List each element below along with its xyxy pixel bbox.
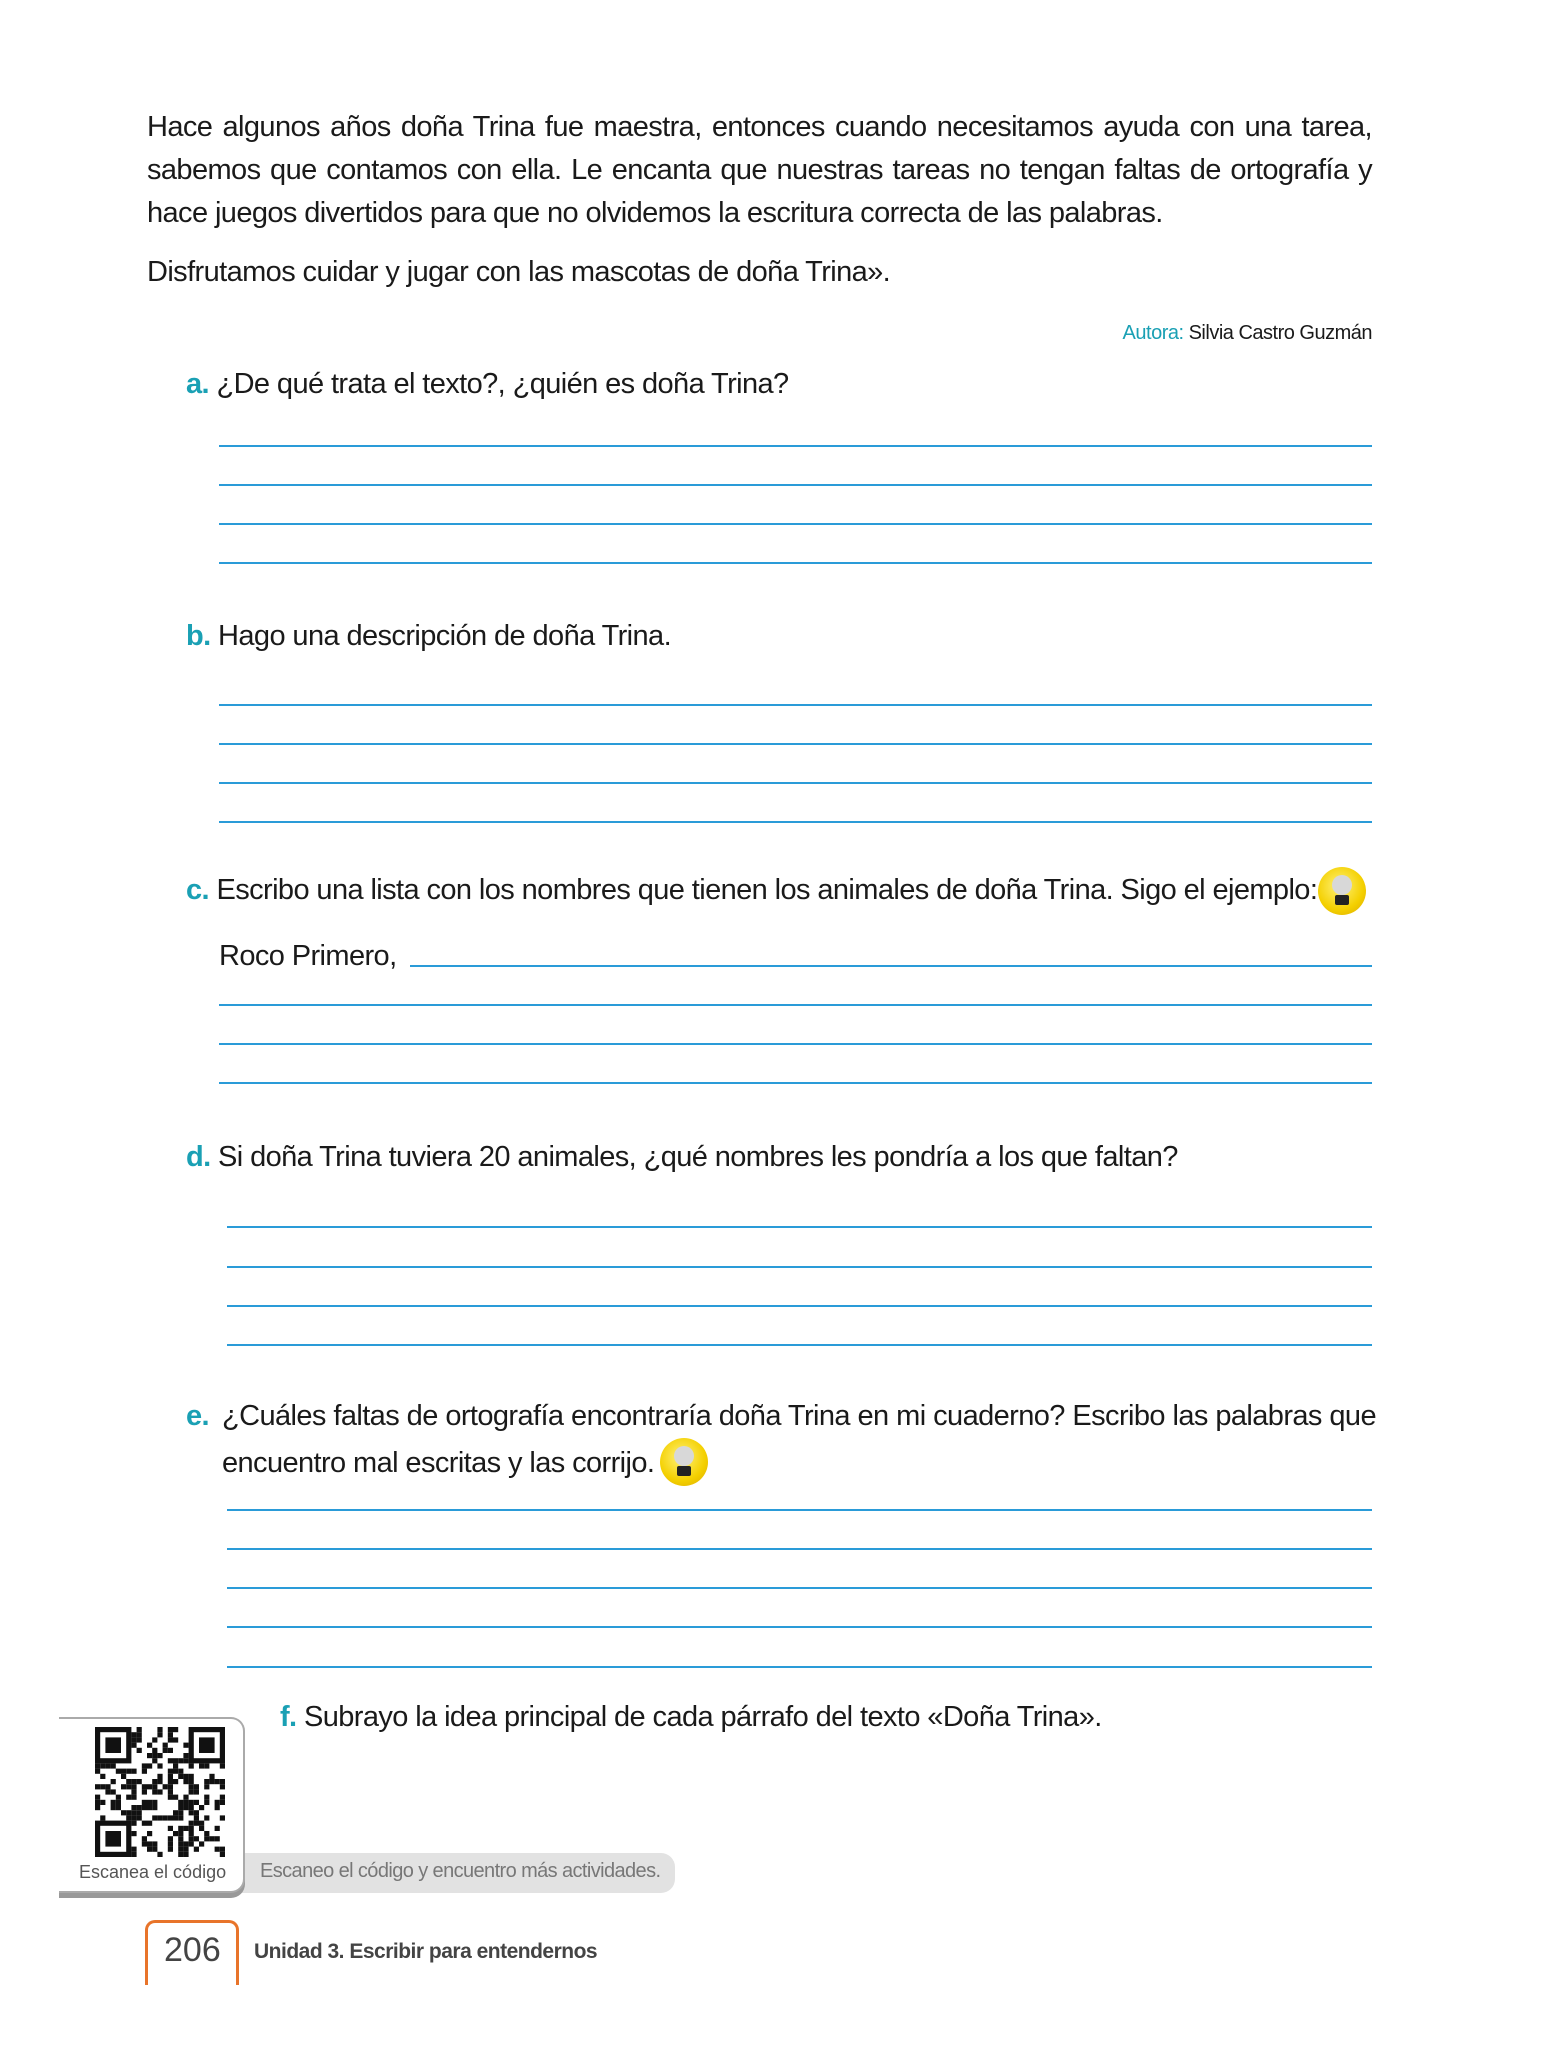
question-f (280, 1696, 1102, 1739)
answer-line[interactable] (219, 704, 1372, 706)
answer-line[interactable] (219, 1004, 1372, 1006)
page-number: 206 (164, 1931, 221, 1969)
lightbulb-hint-icon (1318, 867, 1366, 915)
answer-line[interactable] (227, 1266, 1372, 1268)
answer-line[interactable] (219, 1043, 1372, 1045)
answer-line[interactable] (219, 821, 1372, 823)
author-label: Autora: (1122, 322, 1184, 344)
answer-line[interactable] (219, 782, 1372, 784)
question-d (186, 1136, 1178, 1179)
page-number-box (145, 1920, 239, 1985)
answer-line[interactable] (219, 445, 1372, 447)
question-text: Si doña Trina tuviera 20 animales, ¿qué nombres les pondría a los que faltan? (218, 1141, 1178, 1173)
answer-line[interactable] (227, 1587, 1372, 1589)
qr-banner (232, 1853, 675, 1893)
question-c (186, 869, 1317, 912)
question-text: ¿De qué trata el texto?, ¿quién es doña Trina? (216, 368, 789, 400)
answer-line[interactable] (219, 562, 1372, 564)
question-e (186, 1395, 1376, 1486)
answer-line[interactable] (227, 1548, 1372, 1550)
example-answer: Roco Primero, (219, 940, 397, 972)
answer-line[interactable] (219, 484, 1372, 486)
question-b (186, 615, 671, 658)
answer-line[interactable] (227, 1305, 1372, 1307)
answer-line[interactable] (227, 1344, 1372, 1346)
answer-line[interactable] (227, 1509, 1372, 1511)
question-text: Hago una descripción de doña Trina. (218, 620, 672, 652)
question-letter: d. (186, 1141, 211, 1173)
question-letter: b. (186, 620, 211, 652)
qr-card[interactable] (59, 1717, 245, 1893)
intro-paragraph-2: Disfrutamos cuidar y jugar con las mascotas de doña Trina». (147, 256, 891, 288)
question-text: ¿Cuáles faltas de ortografía encontraría doña Trina en mi cuaderno? Escribo las palabras que encuentro mal escritas y las corrijo. (222, 1400, 1376, 1479)
question-letter: e. (186, 1400, 209, 1432)
question-letter: a. (186, 368, 209, 400)
answer-line[interactable] (227, 1626, 1372, 1628)
question-letter: f. (280, 1701, 297, 1733)
intro-paragraph: Hace algunos años doña Trina fue maestra, entonces cuando necesitamos ayuda con una tarea, sabemos que contamos con ella. Le encanta que nuestras tareas no tengan faltas de ortografía y hace juegos divertidos para que no olvidemos la escritura correcta de las palabras. (147, 111, 1372, 229)
author-credit (1123, 322, 1372, 345)
qr-code-icon[interactable] (95, 1727, 225, 1857)
question-a (186, 363, 789, 406)
answer-line[interactable] (219, 1082, 1372, 1084)
qr-caption: Escanea el código (79, 1862, 227, 1882)
qr-banner-text: Escaneo el código y encuentro más actividades. (260, 1860, 661, 1882)
answer-line[interactable] (227, 1226, 1372, 1228)
answer-line[interactable] (219, 743, 1372, 745)
answer-line[interactable] (219, 523, 1372, 525)
question-e-body (222, 1395, 1376, 1486)
question-letter: c. (186, 874, 209, 906)
answer-line[interactable] (410, 965, 1372, 967)
author-name: Silvia Castro Guzmán (1188, 322, 1372, 344)
unit-title: Unidad 3. Escribir para entendernos (254, 1940, 598, 1963)
lightbulb-hint-icon (660, 1438, 708, 1486)
question-text: Subrayo la idea principal de cada párrafo del texto «Doña Trina». (303, 1701, 1102, 1733)
answer-line[interactable] (227, 1666, 1372, 1668)
question-text: Escribo una lista con los nombres que tienen los animales de doña Trina. Sigo el ejemplo: (216, 874, 1318, 906)
